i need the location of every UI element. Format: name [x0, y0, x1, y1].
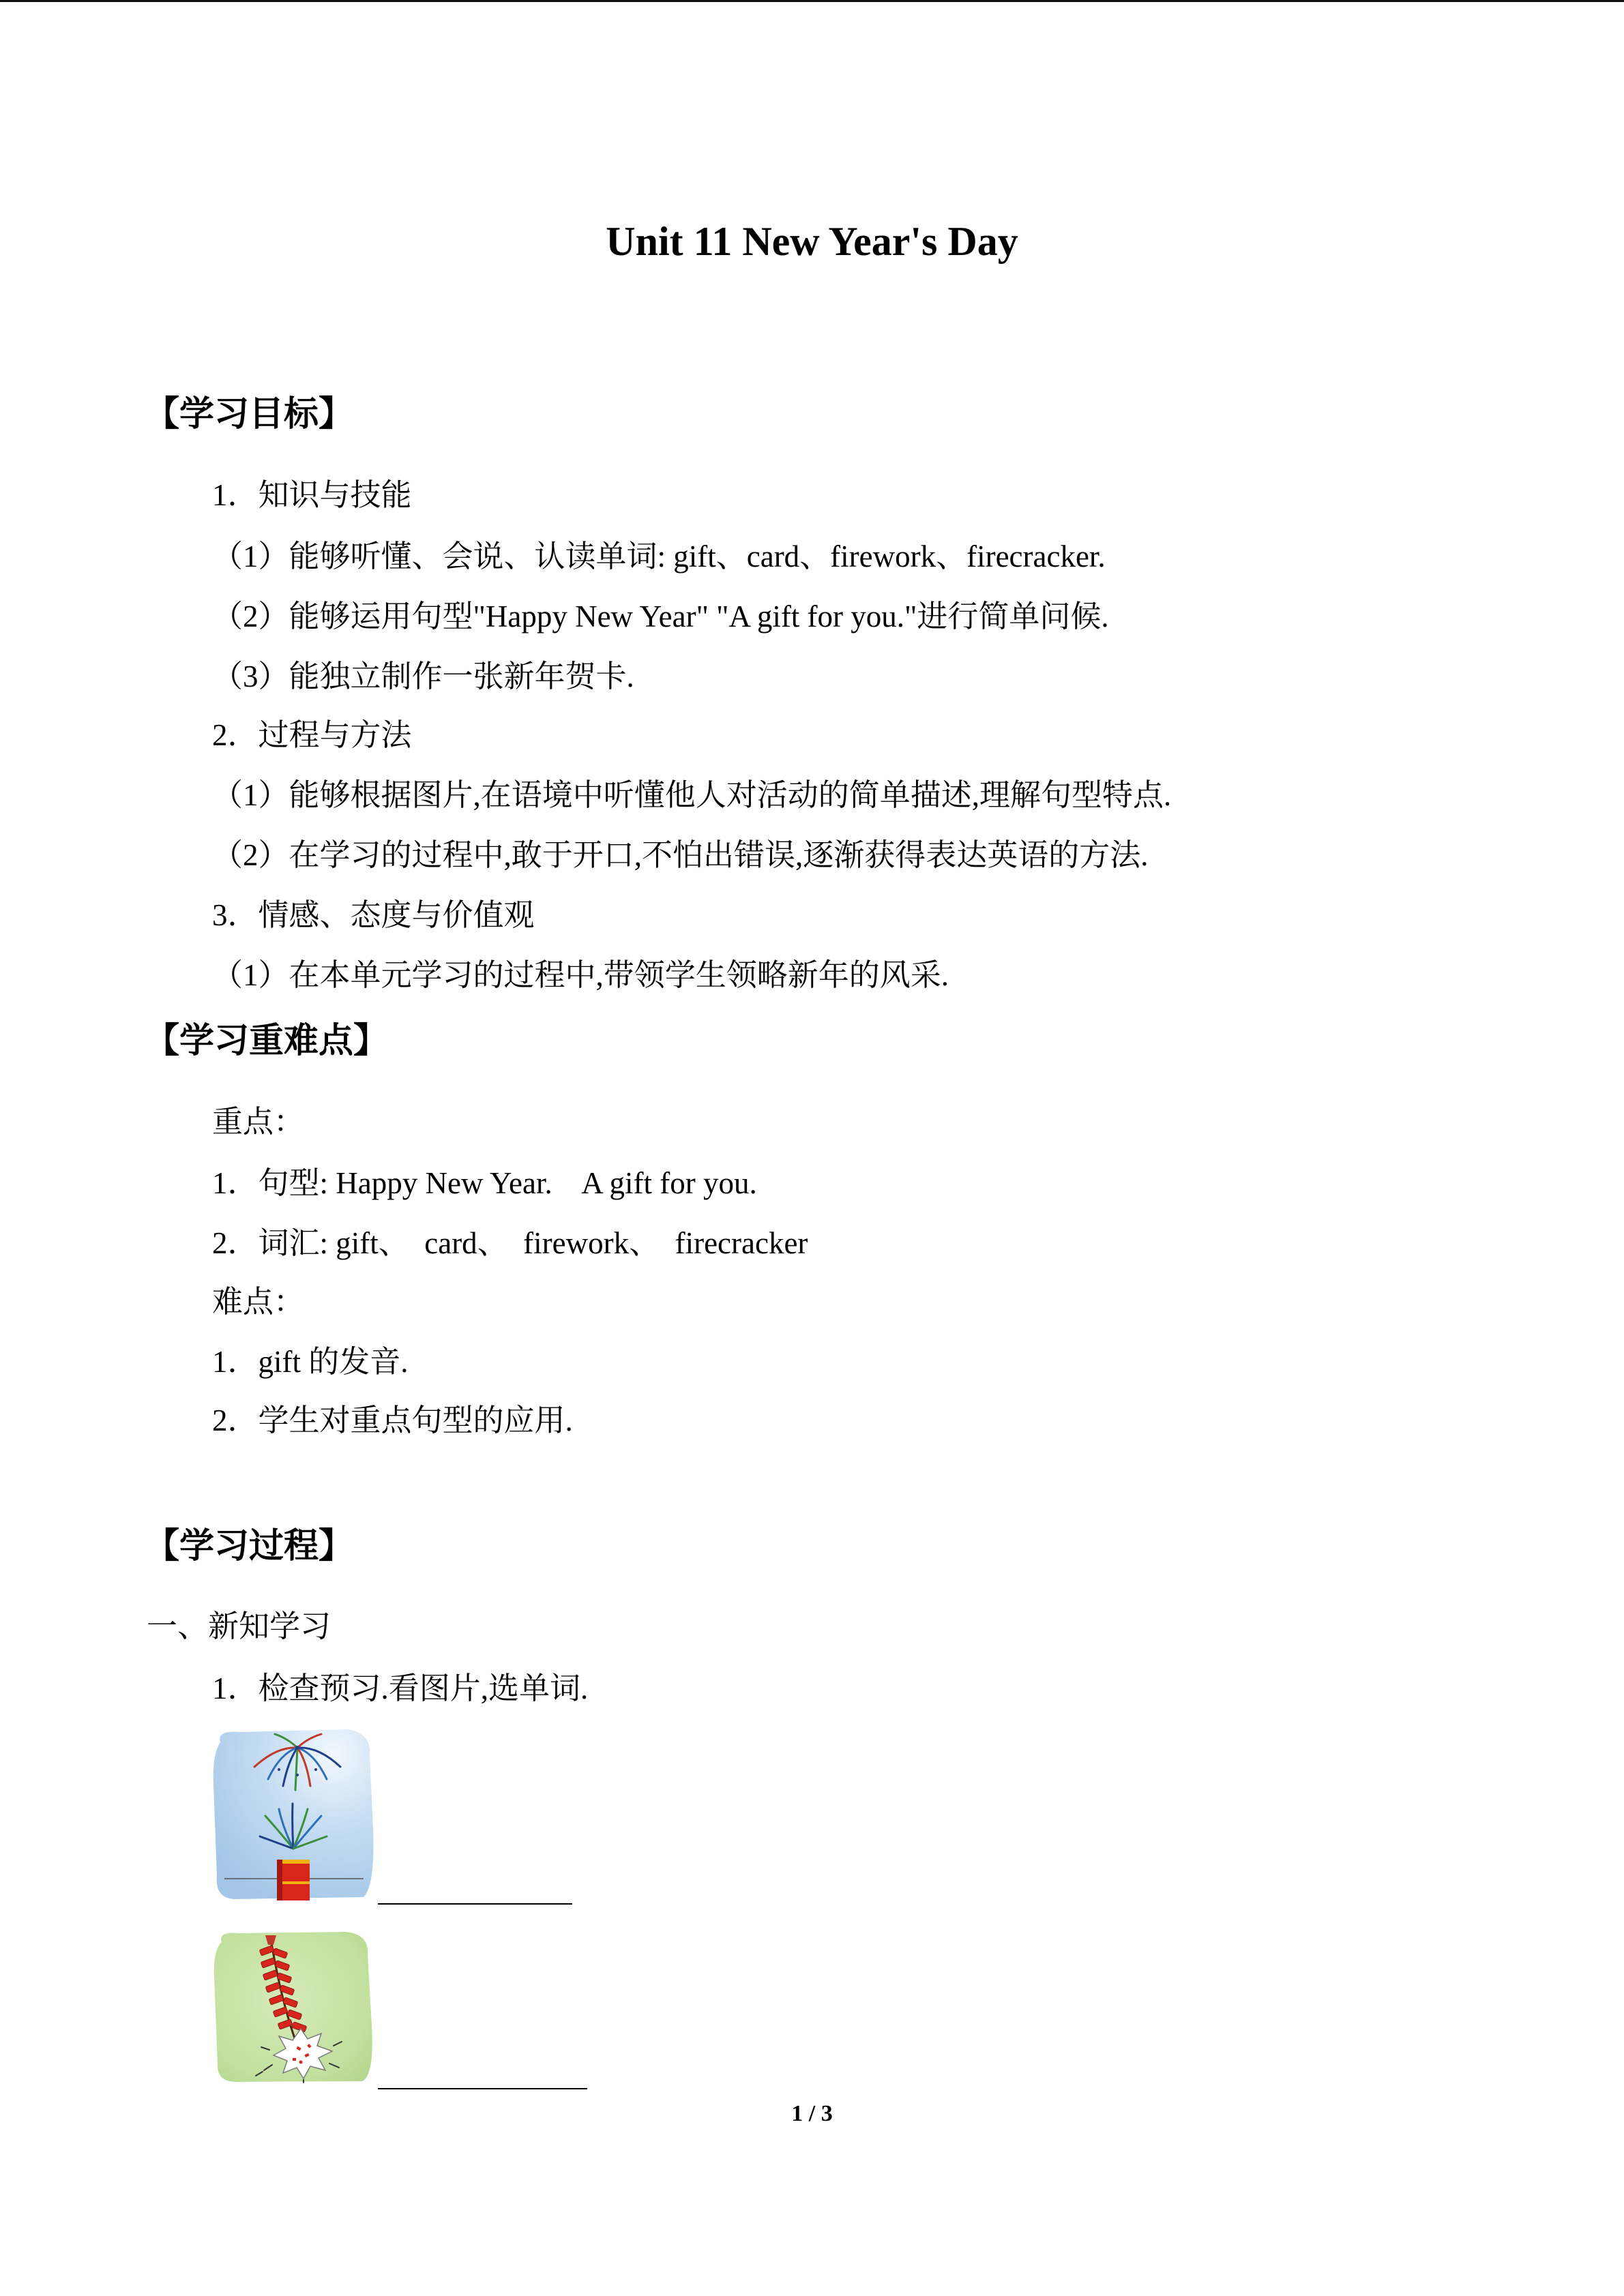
objective-item: （1）在本单元学习的过程中,带领学生领略新年的风采.	[212, 958, 949, 992]
focus-item: 2．词汇: gift、 card、 firework、 firecracker	[212, 1226, 808, 1260]
top-border	[0, 0, 1624, 2]
difficulty-item: 2．学生对重点句型的应用.	[212, 1403, 573, 1437]
firecracker-icon	[212, 1930, 375, 2083]
objective-item: （1）能够听懂、会说、认读单词: gift、card、firework、firecracker.	[212, 539, 1106, 573]
difficulty-label: 难点：	[212, 1285, 305, 1319]
page-number: 1 / 3	[791, 2101, 833, 2126]
answer-blank	[378, 1903, 572, 1905]
page-title: Unit 11 New Year's Day	[606, 219, 1018, 264]
objective-item: （1）能够根据图片,在语境中听懂他人对活动的简单描述,理解句型特点.	[212, 778, 1172, 812]
process-part-title: 一、新知学习	[147, 1609, 331, 1643]
key-points-heading: 【学习重难点】	[145, 1021, 389, 1061]
firework-icon	[212, 1727, 375, 1900]
task-instruction: 1．检查预习.看图片,选单词.	[212, 1671, 589, 1705]
difficulty-item: 1．gift 的发音.	[212, 1345, 409, 1379]
objective-item: （2）在学习的过程中,敢于开口,不怕出错误,逐渐获得表达英语的方法.	[212, 838, 1149, 872]
objective-item: （2）能够运用句型"Happy New Year" "A gift for you."进行简单问候.	[212, 599, 1109, 633]
focus-label: 重点：	[212, 1105, 305, 1139]
objective-item: 1．知识与技能	[212, 478, 412, 512]
focus-item: 1．句型: Happy New Year. A gift for you.	[212, 1166, 757, 1200]
objective-item: 2．过程与方法	[212, 718, 412, 752]
objective-item: （3）能独立制作一张新年贺卡.	[212, 659, 634, 694]
process-heading: 【学习过程】	[145, 1526, 354, 1566]
answer-blank	[378, 2088, 587, 2089]
objective-item: 3．情感、态度与价值观	[212, 898, 535, 932]
firework-tube	[277, 1860, 310, 1900]
objectives-heading: 【学习目标】	[145, 394, 354, 434]
